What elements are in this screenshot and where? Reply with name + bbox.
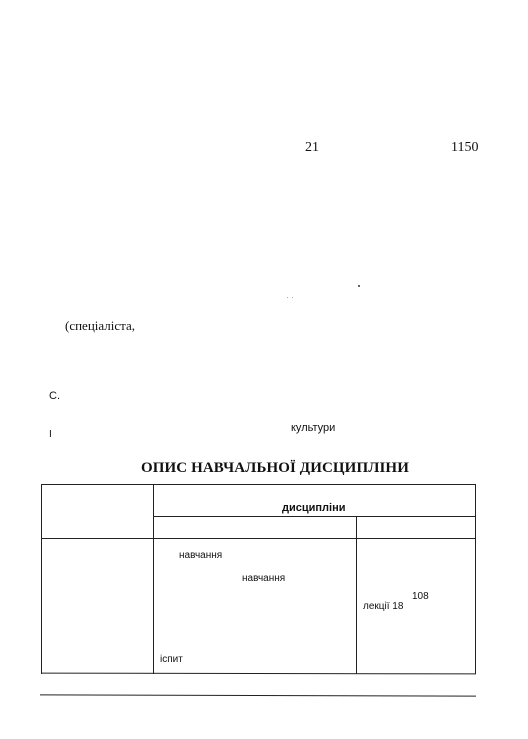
study-year-label: навчання xyxy=(242,573,286,584)
hours-total: 108 xyxy=(412,591,429,602)
table-border-right xyxy=(475,484,476,674)
study-form-label: навчання xyxy=(179,550,223,561)
page-number-right: 1150 xyxy=(451,140,479,155)
exam-label: іспит xyxy=(160,654,183,665)
table-subheader-rule xyxy=(41,538,475,539)
table-divider-col2 xyxy=(356,516,357,674)
footer-rule xyxy=(40,694,476,696)
section-title: ОПИС НАВЧАЛЬНОЇ ДИСЦИПЛІНИ xyxy=(141,460,409,476)
table-divider-col1 xyxy=(153,484,154,674)
letter-c: С. xyxy=(49,390,60,402)
lectures-hours: лекції 18 xyxy=(363,601,404,612)
table-border-bottom xyxy=(41,673,476,675)
specialist-text: (спеціаліста, xyxy=(65,318,136,333)
table-header-rule xyxy=(153,516,475,517)
table-border-top xyxy=(41,484,475,485)
faint-speck xyxy=(292,297,293,298)
speck-dot xyxy=(358,285,360,287)
table-header-discipline: дисципліни xyxy=(282,502,346,514)
page-number-left: 21 xyxy=(305,140,319,155)
faint-speck xyxy=(287,297,288,298)
culture-text: культури xyxy=(291,422,336,434)
letter-i: І xyxy=(49,429,52,440)
table-border-left xyxy=(41,484,42,674)
